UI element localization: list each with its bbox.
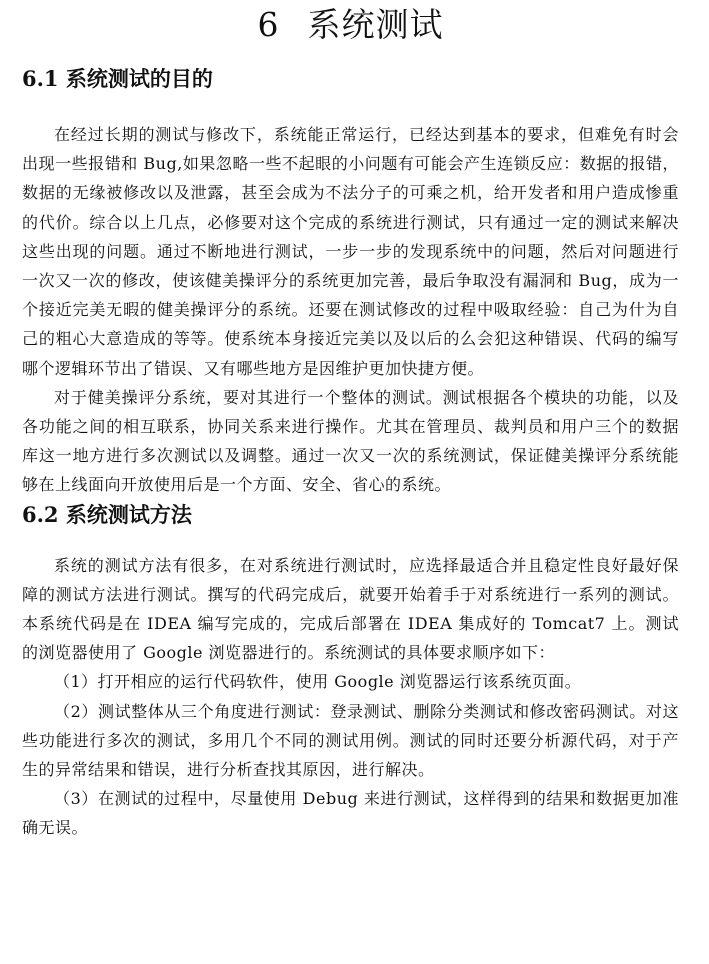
- list-item-1: （1）打开相应的运行代码软件，使用 Google 浏览器运行该系统页面。: [54, 672, 582, 692]
- section-heading-6-1: 6.1 系统测试的目的: [22, 66, 213, 91]
- paragraph-6-1-a: 在经过长期的测试与修改下，系统能正常运行，已经达到基本的要求，但难免有时会出现一些报错和 Bug,如果忽略一些不起眼的小问题有可能会产生连锁反应：数据的报错，数据的无缘被修改以及泄露，甚至会成为不法分子的可乘之机，给开发者和用户造成惨重的代价。综合以上几点，必修要对这个完成的系统进行测试，只有通过一定的测试来解决这些出现的问题。通过不断地进行测试，一步一步的发现系统中的问题，然后对问题进行一次又一次的修改，使该健美操评分的系统更加完善，最后争取没有漏洞和 Bug，成为一个接近完美无暇的健美操评分的系统。还要在测试修改的过程中吸取经验：自己为什为自己的粗心大意造成的等等。使系统本身接近完美以及以后的么会犯这种错误、代码的编写哪个逻辑环节出了错误、又有哪些地方是因维护更加快捷方便。: [22, 125, 679, 378]
- chapter-number: 6: [257, 5, 280, 44]
- section-heading-6-2: 6.2 系统测试方法: [22, 501, 192, 527]
- paragraph-6-1-b: 对于健美操评分系统，要对其进行一个整体的测试。测试根据各个模块的功能，以及各功能之间的相互联系，协同关系来进行操作。尤其在管理员、裁判员和用户三个的数据库这一地方进行多次测试以及调整。通过一次又一次的系统测试，保证健美操评分系统能够在上线面向开放使用后是一个方面、安全、省心的系统。: [22, 387, 679, 495]
- paragraph-6-2-a: 系统的测试方法有很多，在对系统进行测试时，应选择最适合并且稳定性良好最好保障的测试方法进行测试。撰写的代码完成后，就要开始着手于对系统进行一系列的测试。本系统代码是在 IDEA 编写完成的，完成后部署在 IDEA 集成好的 Tomcat7 上。测试的浏览器使用了 Google 浏览器进行的。系统测试的具体要求顺序如下：: [22, 555, 679, 663]
- chapter-title-text: 系统测试: [307, 5, 444, 44]
- list-item-2: （2）测试整体从三个角度进行测试：登录测试、删除分类测试和修改密码测试。对这些功能进行多次的测试，多用几个不同的测试用例。测试的同时还要分析源代码，对于产生的异常结果和错误，进行分析查找其原因，进行解决。: [22, 701, 679, 780]
- list-item-3: （3）在测试的过程中，尽量使用 Debug 来进行测试，这样得到的结果和数据更加准确无误。: [22, 789, 679, 838]
- chapter-title: [22, 0, 679, 54]
